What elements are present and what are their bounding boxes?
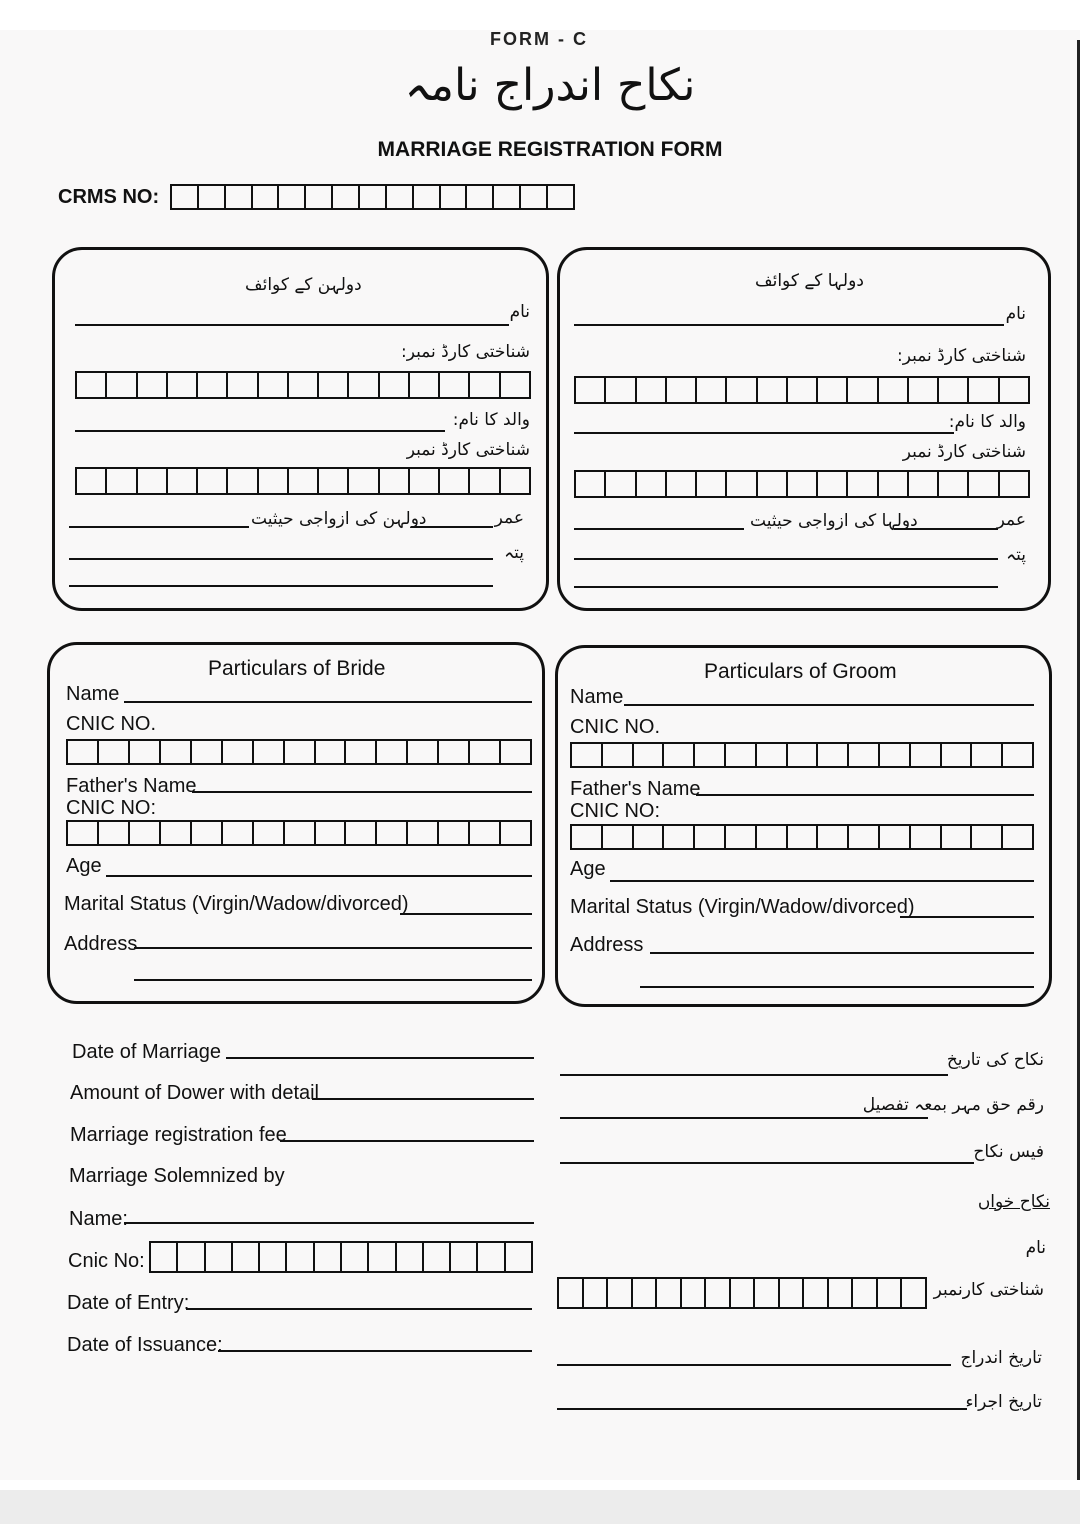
digit-box[interactable]: [695, 826, 726, 848]
digit-box[interactable]: [969, 472, 999, 496]
bride-name-field[interactable]: [124, 701, 532, 703]
registration-fee-label: Marriage registration fee: [70, 1124, 287, 1146]
digit-box[interactable]: [972, 826, 1003, 848]
digit-box[interactable]: [440, 469, 470, 493]
digit-box[interactable]: [342, 1243, 369, 1271]
digit-box[interactable]: [478, 1243, 505, 1271]
groom-age-field[interactable]: [610, 880, 1034, 882]
digit-box[interactable]: [470, 469, 500, 493]
digit-box[interactable]: [548, 186, 573, 208]
bride-marital-status-label: Marital Status (Virgin/Wadow/divorced): [64, 893, 409, 915]
digit-box[interactable]: [909, 472, 939, 496]
digit-box[interactable]: [697, 472, 727, 496]
digit-box[interactable]: [606, 378, 636, 402]
digit-box[interactable]: [408, 822, 439, 844]
digit-box[interactable]: [909, 378, 939, 402]
bottom-margin: [0, 1490, 1080, 1524]
solemnized-by-label: Marriage Solemnized by: [69, 1165, 285, 1187]
urdu-title: نکاح اندراج نامہ: [404, 60, 696, 111]
date-of-marriage-field[interactable]: [226, 1057, 534, 1059]
digit-box[interactable]: [902, 1279, 925, 1307]
digit-box[interactable]: [494, 186, 521, 208]
urdu-bride-marital-label: دولہن کی ازواجی حیثیت: [251, 509, 427, 529]
digit-box[interactable]: [168, 373, 198, 397]
urdu-date-of-entry-field[interactable]: [557, 1364, 951, 1366]
date-of-entry-label: Date of Entry:: [67, 1292, 190, 1314]
digit-box[interactable]: [319, 469, 349, 493]
urdu-date-of-issuance-field[interactable]: [557, 1408, 967, 1410]
digit-box[interactable]: [279, 186, 306, 208]
digit-box[interactable]: [68, 741, 99, 763]
urdu-bride-panel: [52, 247, 549, 611]
digit-box[interactable]: [501, 741, 530, 763]
digit-box[interactable]: [1000, 378, 1028, 402]
digit-box[interactable]: [939, 472, 969, 496]
digit-box[interactable]: [879, 472, 909, 496]
digit-box[interactable]: [576, 378, 606, 402]
digit-box[interactable]: [349, 469, 379, 493]
registration-fee-field[interactable]: [280, 1140, 534, 1142]
urdu-bride-address-label: پتہ: [504, 543, 524, 563]
solemnizer-name-field[interactable]: [124, 1222, 534, 1224]
digit-box[interactable]: [410, 469, 440, 493]
digit-box[interactable]: [168, 469, 198, 493]
digit-box[interactable]: [254, 822, 285, 844]
groom-father-name-label: Father's Name: [570, 778, 701, 800]
digit-box[interactable]: [319, 373, 349, 397]
digit-box[interactable]: [942, 826, 973, 848]
digit-box[interactable]: [470, 741, 501, 763]
digit-box[interactable]: [333, 186, 360, 208]
digit-box[interactable]: [439, 741, 470, 763]
digit-box[interactable]: [788, 472, 818, 496]
digit-box[interactable]: [439, 822, 470, 844]
urdu-solemnizer-cnic-label: شناختی کارنمبر: [933, 1280, 1044, 1300]
groom-marital-status-field[interactable]: [900, 916, 1034, 918]
urdu-bride-cnic-label: شناختی کارڈ نمبر:: [400, 342, 530, 362]
digit-box[interactable]: [199, 186, 226, 208]
digit-box[interactable]: [664, 826, 695, 848]
urdu-groom-name-label: نام: [1005, 304, 1026, 324]
digit-box[interactable]: [285, 822, 316, 844]
urdu-groom-name-field[interactable]: [574, 324, 1004, 326]
digit-box[interactable]: [727, 472, 757, 496]
digit-box[interactable]: [316, 741, 347, 763]
groom-address-field-1[interactable]: [650, 952, 1034, 954]
digit-box[interactable]: [657, 1279, 682, 1307]
urdu-date-of-entry-label: تاریخ اندراج: [960, 1348, 1042, 1368]
digit-box[interactable]: [315, 1243, 342, 1271]
digit-box[interactable]: [99, 822, 130, 844]
digit-box[interactable]: [414, 186, 441, 208]
bride-address-field-1[interactable]: [134, 947, 532, 949]
digit-box[interactable]: [306, 186, 333, 208]
digit-box[interactable]: [470, 822, 501, 844]
digit-box[interactable]: [603, 826, 634, 848]
digit-box[interactable]: [289, 469, 319, 493]
digit-box[interactable]: [818, 826, 849, 848]
digit-box[interactable]: [606, 472, 636, 496]
groom-cnic-label: CNIC NO.: [570, 716, 660, 738]
digit-box[interactable]: [682, 1279, 707, 1307]
digit-box[interactable]: [259, 373, 289, 397]
urdu-groom-father-cnic-boxes[interactable]: [574, 470, 1030, 498]
dower-field[interactable]: [312, 1098, 534, 1100]
bride-age-field[interactable]: [106, 875, 532, 877]
digit-box[interactable]: [780, 1279, 805, 1307]
digit-box[interactable]: [879, 378, 909, 402]
urdu-groom-address-field-2[interactable]: [574, 586, 998, 588]
groom-particulars-panel: [555, 645, 1052, 1007]
urdu-bride-cnic-boxes[interactable]: [75, 371, 531, 399]
digit-box[interactable]: [664, 744, 695, 766]
urdu-groom-address-field-1[interactable]: [574, 558, 998, 560]
digit-box[interactable]: [757, 826, 788, 848]
bride-address-field-2[interactable]: [134, 979, 532, 981]
digit-box[interactable]: [501, 469, 529, 493]
urdu-date-of-marriage-field[interactable]: [560, 1074, 948, 1076]
digit-box[interactable]: [287, 1243, 314, 1271]
digit-box[interactable]: [254, 741, 285, 763]
groom-father-cnic-boxes[interactable]: [570, 824, 1034, 850]
digit-box[interactable]: [316, 822, 347, 844]
page-title: MARRIAGE REGISTRATION FORM: [377, 138, 723, 161]
digit-box[interactable]: [634, 744, 665, 766]
urdu-groom-marital-label: دولہا کی ازواجی حیثیت: [750, 511, 918, 531]
digit-box[interactable]: [818, 472, 848, 496]
digit-box[interactable]: [377, 822, 408, 844]
form-number: [490, 24, 588, 38]
digit-box[interactable]: [501, 822, 530, 844]
digit-box[interactable]: [198, 469, 228, 493]
urdu-solemnized-by-label: نکاح خواں: [977, 1192, 1050, 1212]
bride-name-label: Name: [66, 683, 120, 705]
digit-box[interactable]: [757, 744, 788, 766]
urdu-bride-father-label: والد کا نام:: [452, 410, 530, 430]
urdu-date-of-issuance-label: تاریخ اجراء: [965, 1392, 1042, 1412]
digit-box[interactable]: [695, 744, 726, 766]
groom-father-cnic-label: CNIC NO:: [570, 800, 660, 822]
bride-marital-status-field[interactable]: [400, 913, 532, 915]
digit-box[interactable]: [726, 744, 757, 766]
digit-box[interactable]: [223, 822, 254, 844]
digit-box[interactable]: [521, 186, 548, 208]
bride-father-cnic-boxes[interactable]: [66, 820, 532, 846]
digit-box[interactable]: [911, 826, 942, 848]
digit-box[interactable]: [697, 378, 727, 402]
urdu-bride-father-cnic-boxes[interactable]: [75, 467, 531, 495]
digit-box[interactable]: [228, 373, 258, 397]
crms-label: CRMS NO:: [58, 186, 160, 208]
bride-father-name-field[interactable]: [192, 791, 532, 793]
digit-box[interactable]: [424, 1243, 451, 1271]
groom-address-label: Address: [570, 934, 644, 956]
groom-cnic-boxes[interactable]: [570, 742, 1034, 768]
digit-box[interactable]: [848, 378, 878, 402]
urdu-groom-cnic-boxes[interactable]: [574, 376, 1030, 404]
urdu-solemnizer-name-label: نام: [1025, 1238, 1046, 1258]
urdu-bride-address-field-1[interactable]: [69, 558, 493, 560]
digit-box[interactable]: [942, 744, 973, 766]
date-of-issuance-field[interactable]: [218, 1350, 532, 1352]
date-of-marriage-label: Date of Marriage: [72, 1041, 221, 1063]
digit-box[interactable]: [572, 826, 603, 848]
digit-box[interactable]: [848, 472, 878, 496]
digit-box[interactable]: [880, 744, 911, 766]
digit-box[interactable]: [172, 186, 199, 208]
digit-box[interactable]: [369, 1243, 396, 1271]
digit-box[interactable]: [633, 1279, 658, 1307]
digit-box[interactable]: [228, 469, 258, 493]
digit-box[interactable]: [161, 741, 192, 763]
digit-box[interactable]: [441, 186, 468, 208]
digit-box[interactable]: [410, 373, 440, 397]
dower-label: Amount of Dower with detail: [70, 1082, 320, 1104]
bride-cnic-label: CNIC NO.: [66, 713, 156, 735]
bride-cnic-boxes[interactable]: [66, 739, 532, 765]
urdu-groom-father-field[interactable]: [574, 432, 954, 434]
digit-box[interactable]: [377, 741, 408, 763]
digit-box[interactable]: [233, 1243, 260, 1271]
solemnizer-cnic-boxes[interactable]: [149, 1241, 533, 1273]
digit-box[interactable]: [408, 741, 439, 763]
digit-box[interactable]: [1000, 472, 1028, 496]
digit-box[interactable]: [178, 1243, 205, 1271]
digit-box[interactable]: [706, 1279, 731, 1307]
digit-box[interactable]: [559, 1279, 584, 1307]
digit-box[interactable]: [346, 741, 377, 763]
urdu-dower-field[interactable]: [560, 1117, 928, 1119]
digit-box[interactable]: [161, 822, 192, 844]
digit-box[interactable]: [253, 186, 280, 208]
solemnizer-cnic-label: Cnic No:: [68, 1250, 145, 1272]
digit-box[interactable]: [911, 744, 942, 766]
digit-box[interactable]: [151, 1243, 178, 1271]
digit-box[interactable]: [380, 373, 410, 397]
digit-box[interactable]: [1003, 744, 1032, 766]
digit-box[interactable]: [637, 378, 667, 402]
digit-box[interactable]: [198, 373, 228, 397]
digit-box[interactable]: [138, 373, 168, 397]
urdu-groom-panel: [557, 247, 1051, 611]
urdu-bride-name-field[interactable]: [75, 324, 509, 326]
urdu-groom-father-label: والد کا نام:: [948, 412, 1026, 432]
urdu-groom-marital-field[interactable]: [574, 528, 744, 530]
digit-box[interactable]: [572, 744, 603, 766]
digit-box[interactable]: [397, 1243, 424, 1271]
digit-box[interactable]: [346, 822, 377, 844]
digit-box[interactable]: [260, 1243, 287, 1271]
digit-box[interactable]: [788, 744, 819, 766]
digit-box[interactable]: [972, 744, 1003, 766]
urdu-bride-age-label: عمر: [494, 508, 524, 528]
groom-marital-status-label: Marital Status (Virgin/Wadow/divorced): [570, 896, 915, 918]
urdu-date-of-marriage-label: نکاح کی تاریخ: [946, 1050, 1044, 1070]
urdu-fee-field[interactable]: [560, 1162, 974, 1164]
urdu-solemnizer-cnic-boxes[interactable]: [557, 1277, 927, 1309]
solemnizer-name-label: Name:: [69, 1208, 128, 1230]
urdu-groom-address-label: پتہ: [1006, 545, 1026, 565]
urdu-groom-father-cnic-label: شناختی کارڈ نمبر: [902, 442, 1026, 462]
digit-box[interactable]: [804, 1279, 829, 1307]
date-of-issuance-label: Date of Issuance:: [67, 1334, 223, 1356]
digit-box[interactable]: [576, 472, 606, 496]
digit-box[interactable]: [77, 469, 107, 493]
digit-box[interactable]: [829, 1279, 854, 1307]
digit-box[interactable]: [758, 472, 788, 496]
urdu-groom-age-label: عمر: [996, 510, 1026, 530]
digit-box[interactable]: [506, 1243, 531, 1271]
bride-panel-title: Particulars of Bride: [208, 657, 386, 680]
digit-box[interactable]: [634, 826, 665, 848]
digit-box[interactable]: [853, 1279, 878, 1307]
bride-particulars-panel: [47, 642, 545, 1004]
digit-box[interactable]: [501, 373, 529, 397]
crms-number-boxes[interactable]: [170, 184, 575, 210]
urdu-bride-address-field-2[interactable]: [69, 585, 493, 587]
digit-box[interactable]: [226, 186, 253, 208]
bride-father-name-label: Father's Name: [66, 775, 197, 797]
groom-father-name-field[interactable]: [696, 794, 1034, 796]
digit-box[interactable]: [285, 741, 316, 763]
digit-box[interactable]: [360, 186, 387, 208]
digit-box[interactable]: [99, 741, 130, 763]
digit-box[interactable]: [727, 378, 757, 402]
digit-box[interactable]: [223, 741, 254, 763]
bride-age-label: Age: [66, 855, 102, 877]
digit-box[interactable]: [206, 1243, 233, 1271]
digit-box[interactable]: [130, 741, 161, 763]
digit-box[interactable]: [259, 469, 289, 493]
digit-box[interactable]: [788, 378, 818, 402]
digit-box[interactable]: [130, 822, 161, 844]
digit-box[interactable]: [380, 469, 410, 493]
urdu-groom-cnic-label: شناختی کارڈ نمبر:: [896, 346, 1026, 366]
digit-box[interactable]: [758, 378, 788, 402]
digit-box[interactable]: [77, 373, 107, 397]
digit-box[interactable]: [192, 741, 223, 763]
digit-box[interactable]: [440, 373, 470, 397]
digit-box[interactable]: [289, 373, 319, 397]
digit-box[interactable]: [788, 826, 819, 848]
groom-name-label: Name: [570, 686, 624, 708]
urdu-bride-marital-field[interactable]: [69, 526, 249, 528]
urdu-bride-father-cnic-label: شناختی کارڈ نمبر: [406, 440, 530, 460]
digit-box[interactable]: [667, 472, 697, 496]
date-of-entry-field[interactable]: [186, 1308, 532, 1310]
digit-box[interactable]: [1003, 826, 1032, 848]
bride-father-cnic-label: CNIC NO:: [66, 797, 156, 819]
groom-address-field-2[interactable]: [640, 986, 1034, 988]
digit-box[interactable]: [107, 469, 137, 493]
urdu-fee-label: فیس نکاح: [973, 1142, 1044, 1162]
digit-box[interactable]: [818, 378, 848, 402]
bride-address-label: Address: [64, 933, 138, 955]
digit-box[interactable]: [637, 472, 667, 496]
groom-panel-title: Particulars of Groom: [704, 660, 897, 683]
digit-box[interactable]: [667, 378, 697, 402]
digit-box[interactable]: [939, 378, 969, 402]
digit-box[interactable]: [192, 822, 223, 844]
digit-box[interactable]: [849, 826, 880, 848]
digit-box[interactable]: [107, 373, 137, 397]
digit-box[interactable]: [969, 378, 999, 402]
digit-box[interactable]: [451, 1243, 478, 1271]
groom-age-label: Age: [570, 858, 606, 880]
digit-box[interactable]: [731, 1279, 756, 1307]
urdu-groom-title: دولہا کے کوائف: [755, 271, 864, 291]
digit-box[interactable]: [467, 186, 494, 208]
digit-box[interactable]: [818, 744, 849, 766]
digit-box[interactable]: [584, 1279, 609, 1307]
urdu-bride-name-label: نام: [509, 302, 530, 322]
digit-box[interactable]: [68, 822, 99, 844]
digit-box[interactable]: [726, 826, 757, 848]
groom-name-field[interactable]: [624, 704, 1034, 706]
digit-box[interactable]: [878, 1279, 903, 1307]
digit-box[interactable]: [755, 1279, 780, 1307]
urdu-dower-label: رقم حق مہر بمعہ تفصیل: [862, 1095, 1044, 1115]
digit-box[interactable]: [387, 186, 414, 208]
digit-box[interactable]: [138, 469, 168, 493]
digit-box[interactable]: [470, 373, 500, 397]
urdu-bride-title: دولہن کے کوائف: [245, 275, 362, 295]
urdu-bride-father-field[interactable]: [75, 430, 445, 432]
digit-box[interactable]: [608, 1279, 633, 1307]
digit-box[interactable]: [880, 826, 911, 848]
digit-box[interactable]: [603, 744, 634, 766]
digit-box[interactable]: [349, 373, 379, 397]
digit-box[interactable]: [849, 744, 880, 766]
